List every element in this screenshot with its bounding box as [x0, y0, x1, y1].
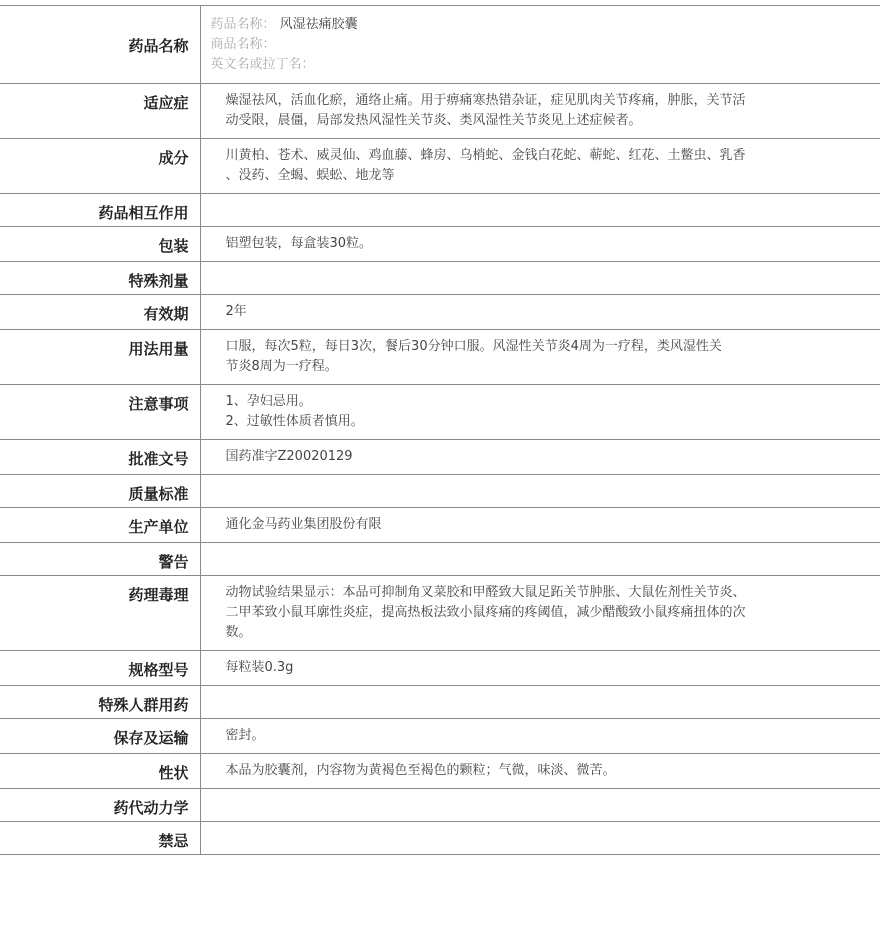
table-row	[0, 651, 880, 686]
english-name-line: 英文名或拉丁名：	[210, 57, 315, 72]
row-value	[200, 754, 880, 789]
row-value	[200, 508, 880, 543]
table-row	[0, 385, 880, 440]
row-label: 保存及运输	[0, 719, 200, 754]
row-label: 警告	[0, 543, 200, 576]
row-label: 注意事项	[0, 385, 200, 440]
generic-name-line: 药品名称： 风湿祛痛胶囊	[210, 17, 358, 32]
value-line: 川黄柏、苍术、威灵仙、鸡血藤、蜂房、乌梢蛇、金钱白花蛇、蕲蛇、红花、土鳖虫、乳香	[225, 148, 746, 163]
row-label: 质量标准	[0, 475, 200, 508]
row-value	[200, 262, 880, 295]
row-value	[200, 194, 880, 227]
table-row	[0, 508, 880, 543]
row-label: 适应症	[0, 84, 200, 139]
row-label: 性状	[0, 754, 200, 789]
table-row	[0, 543, 880, 576]
table-row	[0, 84, 880, 139]
row-label: 药理毒理	[0, 576, 200, 651]
table-row	[0, 295, 880, 330]
row-value	[200, 719, 880, 754]
row-label: 禁忌	[0, 822, 200, 855]
table-row	[0, 475, 880, 508]
value-line: 燥湿祛风，活血化瘀，通络止痛。用于痹痛寒热错杂证，症见肌肉关节疼痛，肿胀，关节活	[225, 93, 746, 108]
row-label: 成分	[0, 139, 200, 194]
row-value	[200, 440, 880, 475]
row-label: 特殊人群用药	[0, 686, 200, 719]
row-value	[200, 295, 880, 330]
row-value	[200, 227, 880, 262]
table-row	[0, 686, 880, 719]
row-label: 药品名称	[0, 6, 200, 84]
value-line: 二甲苯致小鼠耳廓性炎症，提高热板法致小鼠疼痛的疼阈值，减少醋酸致小鼠疼痛扭体的次	[225, 605, 746, 620]
drug-name-values	[200, 6, 880, 84]
value-line: 动受限，晨僵，局部发热风湿性关节炎、类风湿性关节炎见上述症候者。	[225, 113, 642, 128]
generic-name-key: 药品名称	[210, 17, 263, 32]
table-row	[0, 719, 880, 754]
row-value	[200, 686, 880, 719]
value-line: 2、过敏性体质者慎用。	[225, 414, 364, 429]
trade-name-key: 商品名称	[210, 37, 263, 52]
row-label: 药代动力学	[0, 789, 200, 822]
row-value	[200, 139, 880, 194]
row-value	[200, 822, 880, 855]
value-line: 节炎8周为一疗程。	[225, 359, 338, 374]
row-value	[200, 543, 880, 576]
row-label: 特殊剂量	[0, 262, 200, 295]
table-row	[0, 227, 880, 262]
value-line: 国药准字Z20020129	[225, 449, 353, 464]
value-line: 1、孕妇忌用。	[225, 394, 312, 409]
row-label: 规格型号	[0, 651, 200, 686]
row-label: 药品相互作用	[0, 194, 200, 227]
trade-name-line: 商品名称：	[210, 37, 276, 52]
drug-info-sheet	[0, 5, 880, 855]
drug-info-table	[0, 5, 880, 855]
row-label: 批准文号	[0, 440, 200, 475]
row-label: 包装	[0, 227, 200, 262]
value-line: 2年	[225, 304, 247, 319]
row-value	[200, 576, 880, 651]
table-row	[0, 262, 880, 295]
value-line: 动物试验结果显示：本品可抑制角叉菜胶和甲醛致大鼠足跖关节肿胀、大鼠佐剂性关节炎、	[225, 585, 746, 600]
value-line: 铝塑包装，每盒装30粒。	[225, 236, 373, 251]
row-value	[200, 651, 880, 686]
value-line: 本品为胶囊剂，内容物为黄褐色至褐色的颗粒；气微，味淡、微苦。	[225, 763, 616, 778]
row-value	[200, 789, 880, 822]
table-row	[0, 822, 880, 855]
value-line: 通化金马药业集团股份有限	[225, 517, 382, 532]
row-label: 用法用量	[0, 330, 200, 385]
value-line: 、没药、全蝎、蜈蚣、地龙等	[225, 168, 395, 183]
table-row	[0, 754, 880, 789]
table-row	[0, 576, 880, 651]
row-value	[200, 385, 880, 440]
value-line: 密封。	[225, 728, 265, 743]
row-value	[200, 84, 880, 139]
table-row	[0, 194, 880, 227]
value-line: 每粒装0.3g	[225, 660, 294, 675]
value-line: 口服，每次5粒，每日3次，餐后30分钟口服。风湿性关节炎4周为一疗程，类风湿性关	[225, 339, 722, 354]
table-row-drug-name	[0, 6, 880, 84]
row-value	[200, 475, 880, 508]
row-label: 有效期	[0, 295, 200, 330]
english-name-key: 英文名或拉丁名	[210, 57, 302, 72]
table-row	[0, 139, 880, 194]
table-row	[0, 440, 880, 475]
row-label: 生产单位	[0, 508, 200, 543]
generic-name-value: 风湿祛痛胶囊	[279, 17, 358, 32]
row-value	[200, 330, 880, 385]
value-line: 数。	[225, 625, 252, 640]
table-row	[0, 330, 880, 385]
table-row	[0, 789, 880, 822]
